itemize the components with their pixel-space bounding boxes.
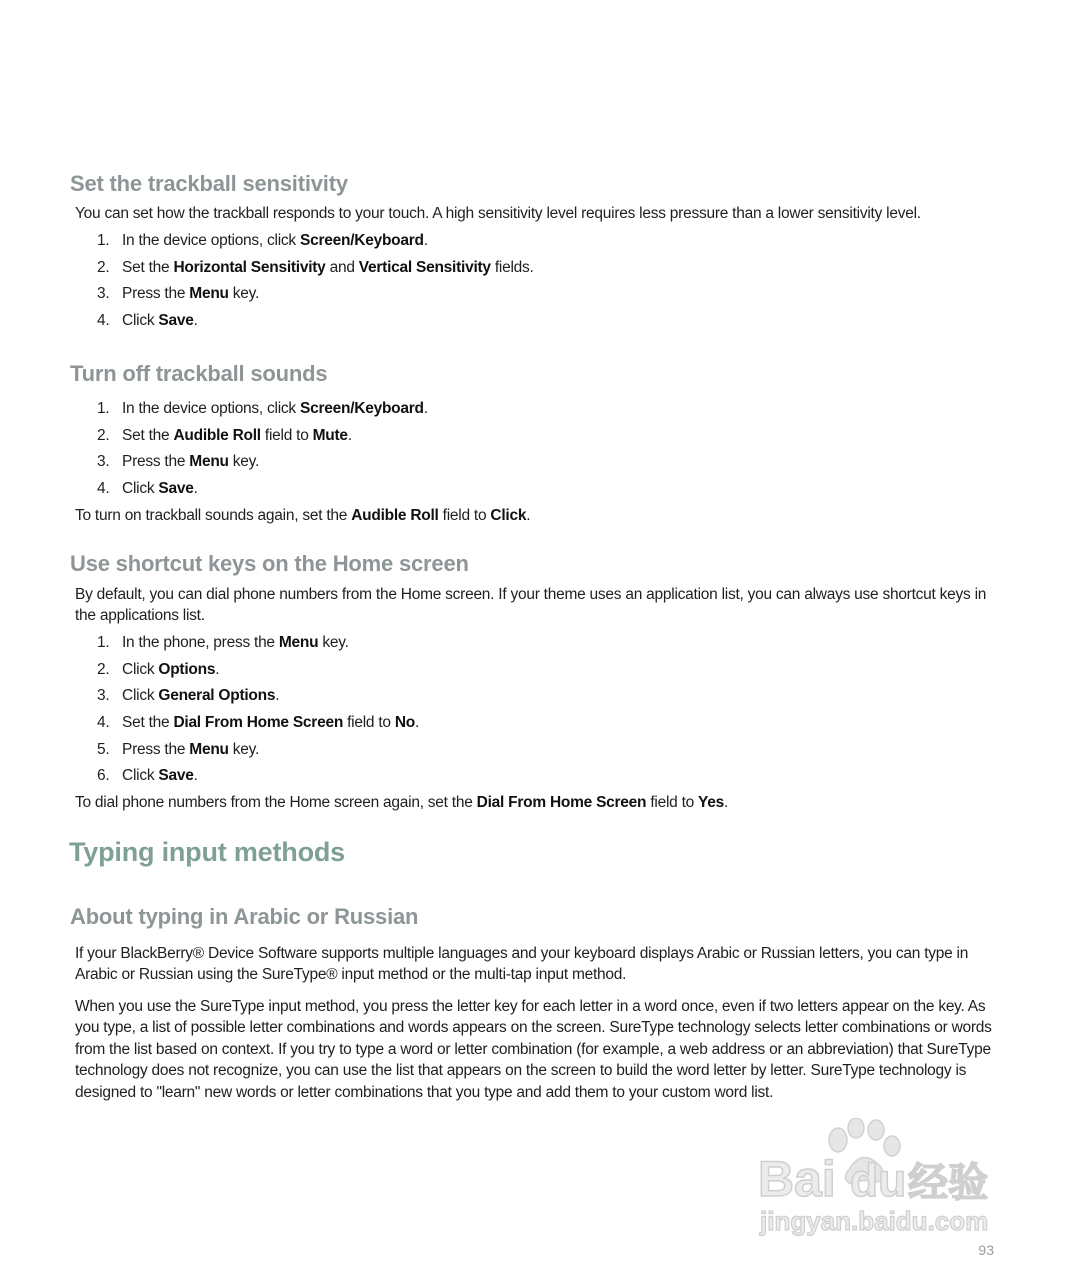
chapter-title: Typing input methods (69, 837, 345, 867)
heading-shortcut-keys: Use shortcut keys on the Home screen (70, 551, 469, 576)
steps-trackball-sounds (97, 398, 428, 505)
paragraph-shortcut-intro: By default, you can dial phone numbers from the Home screen. If your theme uses an application list, you can always use shortcut keys in the applications list. (75, 586, 987, 625)
list-item: 3. Press the Menu key. (97, 453, 260, 471)
svg-text:jingyan.baidu.com: jingyan.baidu.com (760, 1206, 989, 1236)
paragraph-arabic-1: If your BlackBerry® Device Software supports multiple languages and your keyboard displays Arabic or Russian letters, you can type in Arabic or Russian using the SureType® input method or the multi-tap input method. (75, 945, 969, 984)
paragraph-sounds-note: To turn on trackball sounds again, set the Audible Roll field to Click. (75, 507, 531, 524)
list-item: 3. Click General Options. (97, 687, 280, 705)
list-item: 1. In the phone, press the Menu key. (97, 634, 349, 651)
paragraph-shortcut-note: To dial phone numbers from the Home screen again, set the Dial From Home Screen field to Yes. (75, 794, 729, 811)
list-item: 2. Set the Horizontal Sensitivity and Vertical Sensitivity fields. (97, 258, 534, 276)
list-item: 1. In the device options, click Screen/Keyboard. (97, 400, 428, 417)
list-item: 2. Set the Audible Roll field to Mute. (97, 426, 352, 444)
baidu-jingyan-watermark (758, 1118, 1003, 1240)
heading-trackball-sensitivity: Set the trackball sensitivity (70, 171, 348, 196)
heading-arabic-russian: About typing in Arabic or Russian (70, 904, 419, 929)
list-item: 1. In the device options, click Screen/Keyboard. (97, 232, 428, 249)
paragraph-arabic-2: When you use the SureType input method, you press the letter key for each letter in a word once, even if two letters appear on the key. As you type, a list of possible letter combinations and words appears on the screen. SureType technology selects letter combinations or words from the list based on context. If you try to type a word or letter combination (for example, a web address or an abbreviation) that SureType technology does not recognize, you can use the list that appears on the screen to build the word letter by letter. SureType technology is designed to "learn" new words or letter combinations that you type and add them to your custom word list. (75, 998, 992, 1101)
list-item: 4. Click Save. (97, 312, 198, 330)
list-item: 5. Press the Menu key. (97, 740, 260, 758)
svg-text:Bai: Bai (758, 1151, 836, 1207)
list-item: 4. Set the Dial From Home Screen field to No. (97, 714, 420, 732)
page-number: 93 (978, 1242, 994, 1258)
list-item: 2. Click Options. (97, 660, 220, 678)
svg-text:经验: 经验 (908, 1160, 988, 1206)
list-item: 4. Click Save. (97, 480, 198, 498)
list-item: 6. Click Save. (97, 767, 198, 785)
heading-trackball-sounds: Turn off trackball sounds (70, 361, 328, 386)
svg-text:du: du (850, 1154, 907, 1206)
paragraph-trackball-intro: You can set how the trackball responds to your touch. A high sensitivity level requires less pressure than a lower sensitivity level. (75, 205, 921, 222)
steps-shortcut-keys (97, 632, 419, 792)
list-item: 3. Press the Menu key. (97, 285, 260, 303)
steps-trackball-sensitivity (97, 230, 534, 337)
